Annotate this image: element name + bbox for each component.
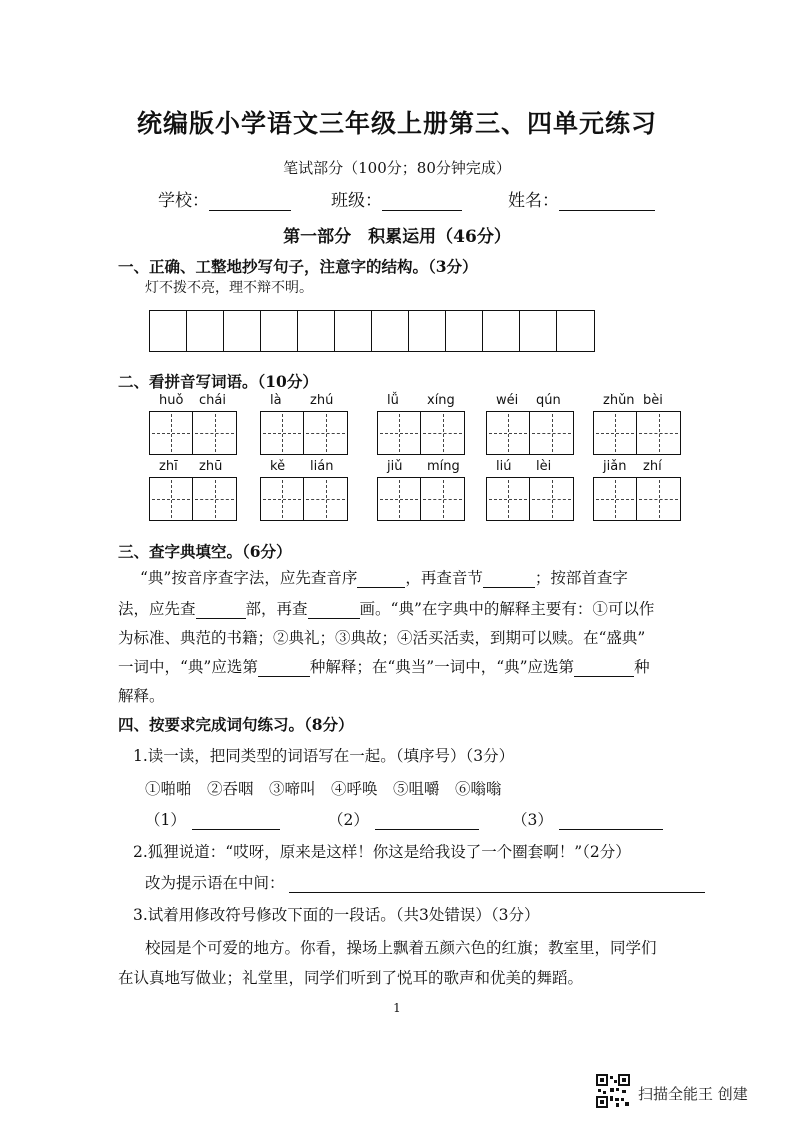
pinyin-syllable: zhú [310, 393, 334, 408]
q3-text: 画。“典”在字典中的解释主要有：①可以作 [359, 600, 655, 618]
blank-bushou[interactable] [196, 602, 246, 619]
q3-line3: 为标准、典范的书籍；②典礼；③典故；④活买活卖，到期可以赎。在“盛典” [118, 629, 646, 647]
pinyin-syllable: jiǎn [603, 459, 627, 474]
copy-cell[interactable] [261, 311, 298, 351]
pinyin-syllable: xíng [427, 393, 455, 408]
tianzige-cell[interactable] [377, 477, 421, 521]
q4-words: ①啪啪 ②吞咽 ③啼叫 ④呼唤 ⑤咀嚼 ⑥嗡嗡 [145, 780, 502, 798]
q3-title: 三、查字典填空。（6分） [118, 542, 292, 561]
tianzige-cell[interactable] [486, 411, 530, 455]
blank-shengdian[interactable] [258, 660, 310, 677]
q4-para-line2: 在认真地写做业；礼堂里，同学们听到了悦耳的歌声和优美的舞蹈。 [118, 969, 584, 987]
q2-title: 二、看拼音写词语。（10分） [118, 372, 318, 391]
tianzige-cell[interactable] [486, 477, 530, 521]
school-blank[interactable] [209, 210, 291, 211]
q3-text: 部，再查 [245, 600, 308, 618]
tianzige-box [486, 411, 574, 455]
q4-sub2-answer [145, 871, 705, 893]
name-field [508, 186, 655, 211]
blank-group1[interactable] [192, 813, 280, 830]
q3-line2 [118, 597, 654, 619]
q3-text: ；按部首查字 [534, 569, 628, 587]
blank-group3[interactable] [559, 813, 663, 830]
exam-subtitle: 笔试部分（100分；80分钟完成） [283, 159, 511, 177]
tianzige-cell[interactable] [421, 411, 465, 455]
blank-yinxu[interactable] [357, 571, 405, 588]
pinyin-syllable: zhí [643, 459, 662, 474]
copy-cell[interactable] [520, 311, 557, 351]
copy-cell[interactable] [409, 311, 446, 351]
q3-line5: 解释。 [118, 687, 165, 705]
q4-para-line1: 校园是个可爱的地方。你看，操场上飘着五颜六色的红旗；教室里，同学们 [145, 939, 657, 957]
tianzige-box [377, 477, 465, 521]
copy-writing-grid[interactable] [149, 310, 595, 352]
tianzige-cell[interactable] [637, 411, 681, 455]
part1-title: 第一部分 积累运用（46分） [283, 227, 511, 247]
tianzige-cell[interactable] [593, 411, 637, 455]
tianzige-box [149, 411, 237, 455]
class-field [331, 186, 462, 211]
tianzige-cell[interactable] [193, 411, 237, 455]
q4-sub2-label: 改为提示语在中间： [145, 874, 285, 892]
name-label: 姓名： [508, 191, 559, 211]
copy-cell[interactable] [483, 311, 520, 351]
q1-title: 一、正确、工整地抄写句子，注意字的结构。（3分） [118, 257, 478, 276]
tianzige-cell[interactable] [593, 477, 637, 521]
pinyin-syllable: liú [496, 459, 512, 474]
copy-cell[interactable] [372, 311, 409, 351]
pinyin-syllable: jiǔ [387, 459, 403, 474]
pinyin-syllable: huǒ [159, 393, 184, 408]
blank-huashu[interactable] [308, 602, 360, 619]
tianzige-box [149, 477, 237, 521]
page-number: 1 [393, 1001, 401, 1015]
pinyin-syllable: kě [270, 459, 286, 474]
q4-blank2 [328, 808, 479, 830]
tianzige-cell[interactable] [530, 477, 574, 521]
pinyin-syllable: míng [427, 459, 460, 474]
tianzige-cell[interactable] [149, 411, 193, 455]
school-label: 学校： [158, 191, 209, 211]
copy-cell[interactable] [150, 311, 187, 351]
tianzige-box [377, 411, 465, 455]
tianzige-cell[interactable] [377, 411, 421, 455]
q3-text: 种解释；在“典当”一词中，“典”应选第 [309, 658, 575, 676]
scanner-watermark: 扫描全能王 创建 [638, 1085, 748, 1103]
q3-text: 种 [634, 658, 650, 676]
pinyin-syllable: bèi [643, 393, 663, 408]
pinyin-syllable: chái [199, 393, 226, 408]
pinyin-syllable: qún [536, 393, 561, 408]
q3-text: 法，应先查 [118, 600, 196, 618]
pinyin-syllable: lèi [536, 459, 552, 474]
q4-sub2: 2.狐狸说道：“哎呀，原来是这样！你这是给我设了一个圈套啊！”（2分） [133, 843, 631, 861]
copy-cell[interactable] [298, 311, 335, 351]
q3-text: ，再查音节 [405, 569, 483, 587]
blank-diandang[interactable] [574, 660, 634, 677]
blank-group2[interactable] [375, 813, 479, 830]
pinyin-syllable: zhī [159, 459, 178, 474]
tianzige-box [593, 411, 681, 455]
tianzige-cell[interactable] [260, 411, 304, 455]
copy-cell[interactable] [224, 311, 261, 351]
q3-line1 [140, 566, 628, 588]
tianzige-box [260, 477, 348, 521]
pinyin-syllable: là [270, 393, 282, 408]
tianzige-cell[interactable] [421, 477, 465, 521]
pinyin-syllable: wéi [496, 393, 519, 408]
class-label: 班级： [331, 191, 382, 211]
tianzige-cell[interactable] [193, 477, 237, 521]
document-title: 统编版小学语文三年级上册第三、四单元练习 [136, 109, 657, 138]
q3-text: 一词中，“典”应选第 [118, 658, 258, 676]
q1-sentence: 灯不拨不亮，理不辩不明。 [145, 280, 313, 296]
copy-cell[interactable] [557, 311, 594, 351]
pinyin-syllable: zhū [199, 459, 223, 474]
name-blank[interactable] [559, 210, 655, 211]
tianzige-box [486, 477, 574, 521]
pinyin-syllable: lián [310, 459, 334, 474]
tianzige-cell[interactable] [260, 477, 304, 521]
tianzige-box [593, 477, 681, 521]
copy-cell[interactable] [446, 311, 483, 351]
pinyin-syllable: lǚ [387, 393, 399, 408]
q4-blank-label: （2） [328, 811, 369, 829]
q4-blank-label: （1） [145, 811, 186, 829]
q4-blank3 [512, 808, 663, 830]
q3-text: “典”按音序查字法，应先查音序 [140, 569, 358, 587]
class-blank[interactable] [382, 210, 462, 211]
copy-cell[interactable] [335, 311, 372, 351]
tianzige-cell[interactable] [304, 477, 348, 521]
q4-blank-label: （3） [512, 811, 553, 829]
q4-sub1: 1.读一读，把同类型的词语写在一起。（填序号）（3分） [133, 747, 515, 765]
blank-rewrite[interactable] [289, 876, 705, 893]
q4-sub3: 3.试着用修改符号修改下面的一段话。（共3处错误）（3分） [133, 906, 540, 924]
tianzige-cell[interactable] [149, 477, 193, 521]
tianzige-cell[interactable] [304, 411, 348, 455]
tianzige-cell[interactable] [530, 411, 574, 455]
tianzige-cell[interactable] [637, 477, 681, 521]
copy-cell[interactable] [187, 311, 224, 351]
tianzige-box [260, 411, 348, 455]
q3-line4 [118, 655, 650, 677]
pinyin-syllable: zhǔn [603, 393, 635, 408]
qr-code-icon [596, 1074, 630, 1108]
blank-yinjie[interactable] [483, 571, 535, 588]
school-field [158, 186, 291, 211]
q4-blank1 [145, 808, 280, 830]
q4-title: 四、按要求完成词句练习。（8分） [118, 715, 354, 734]
